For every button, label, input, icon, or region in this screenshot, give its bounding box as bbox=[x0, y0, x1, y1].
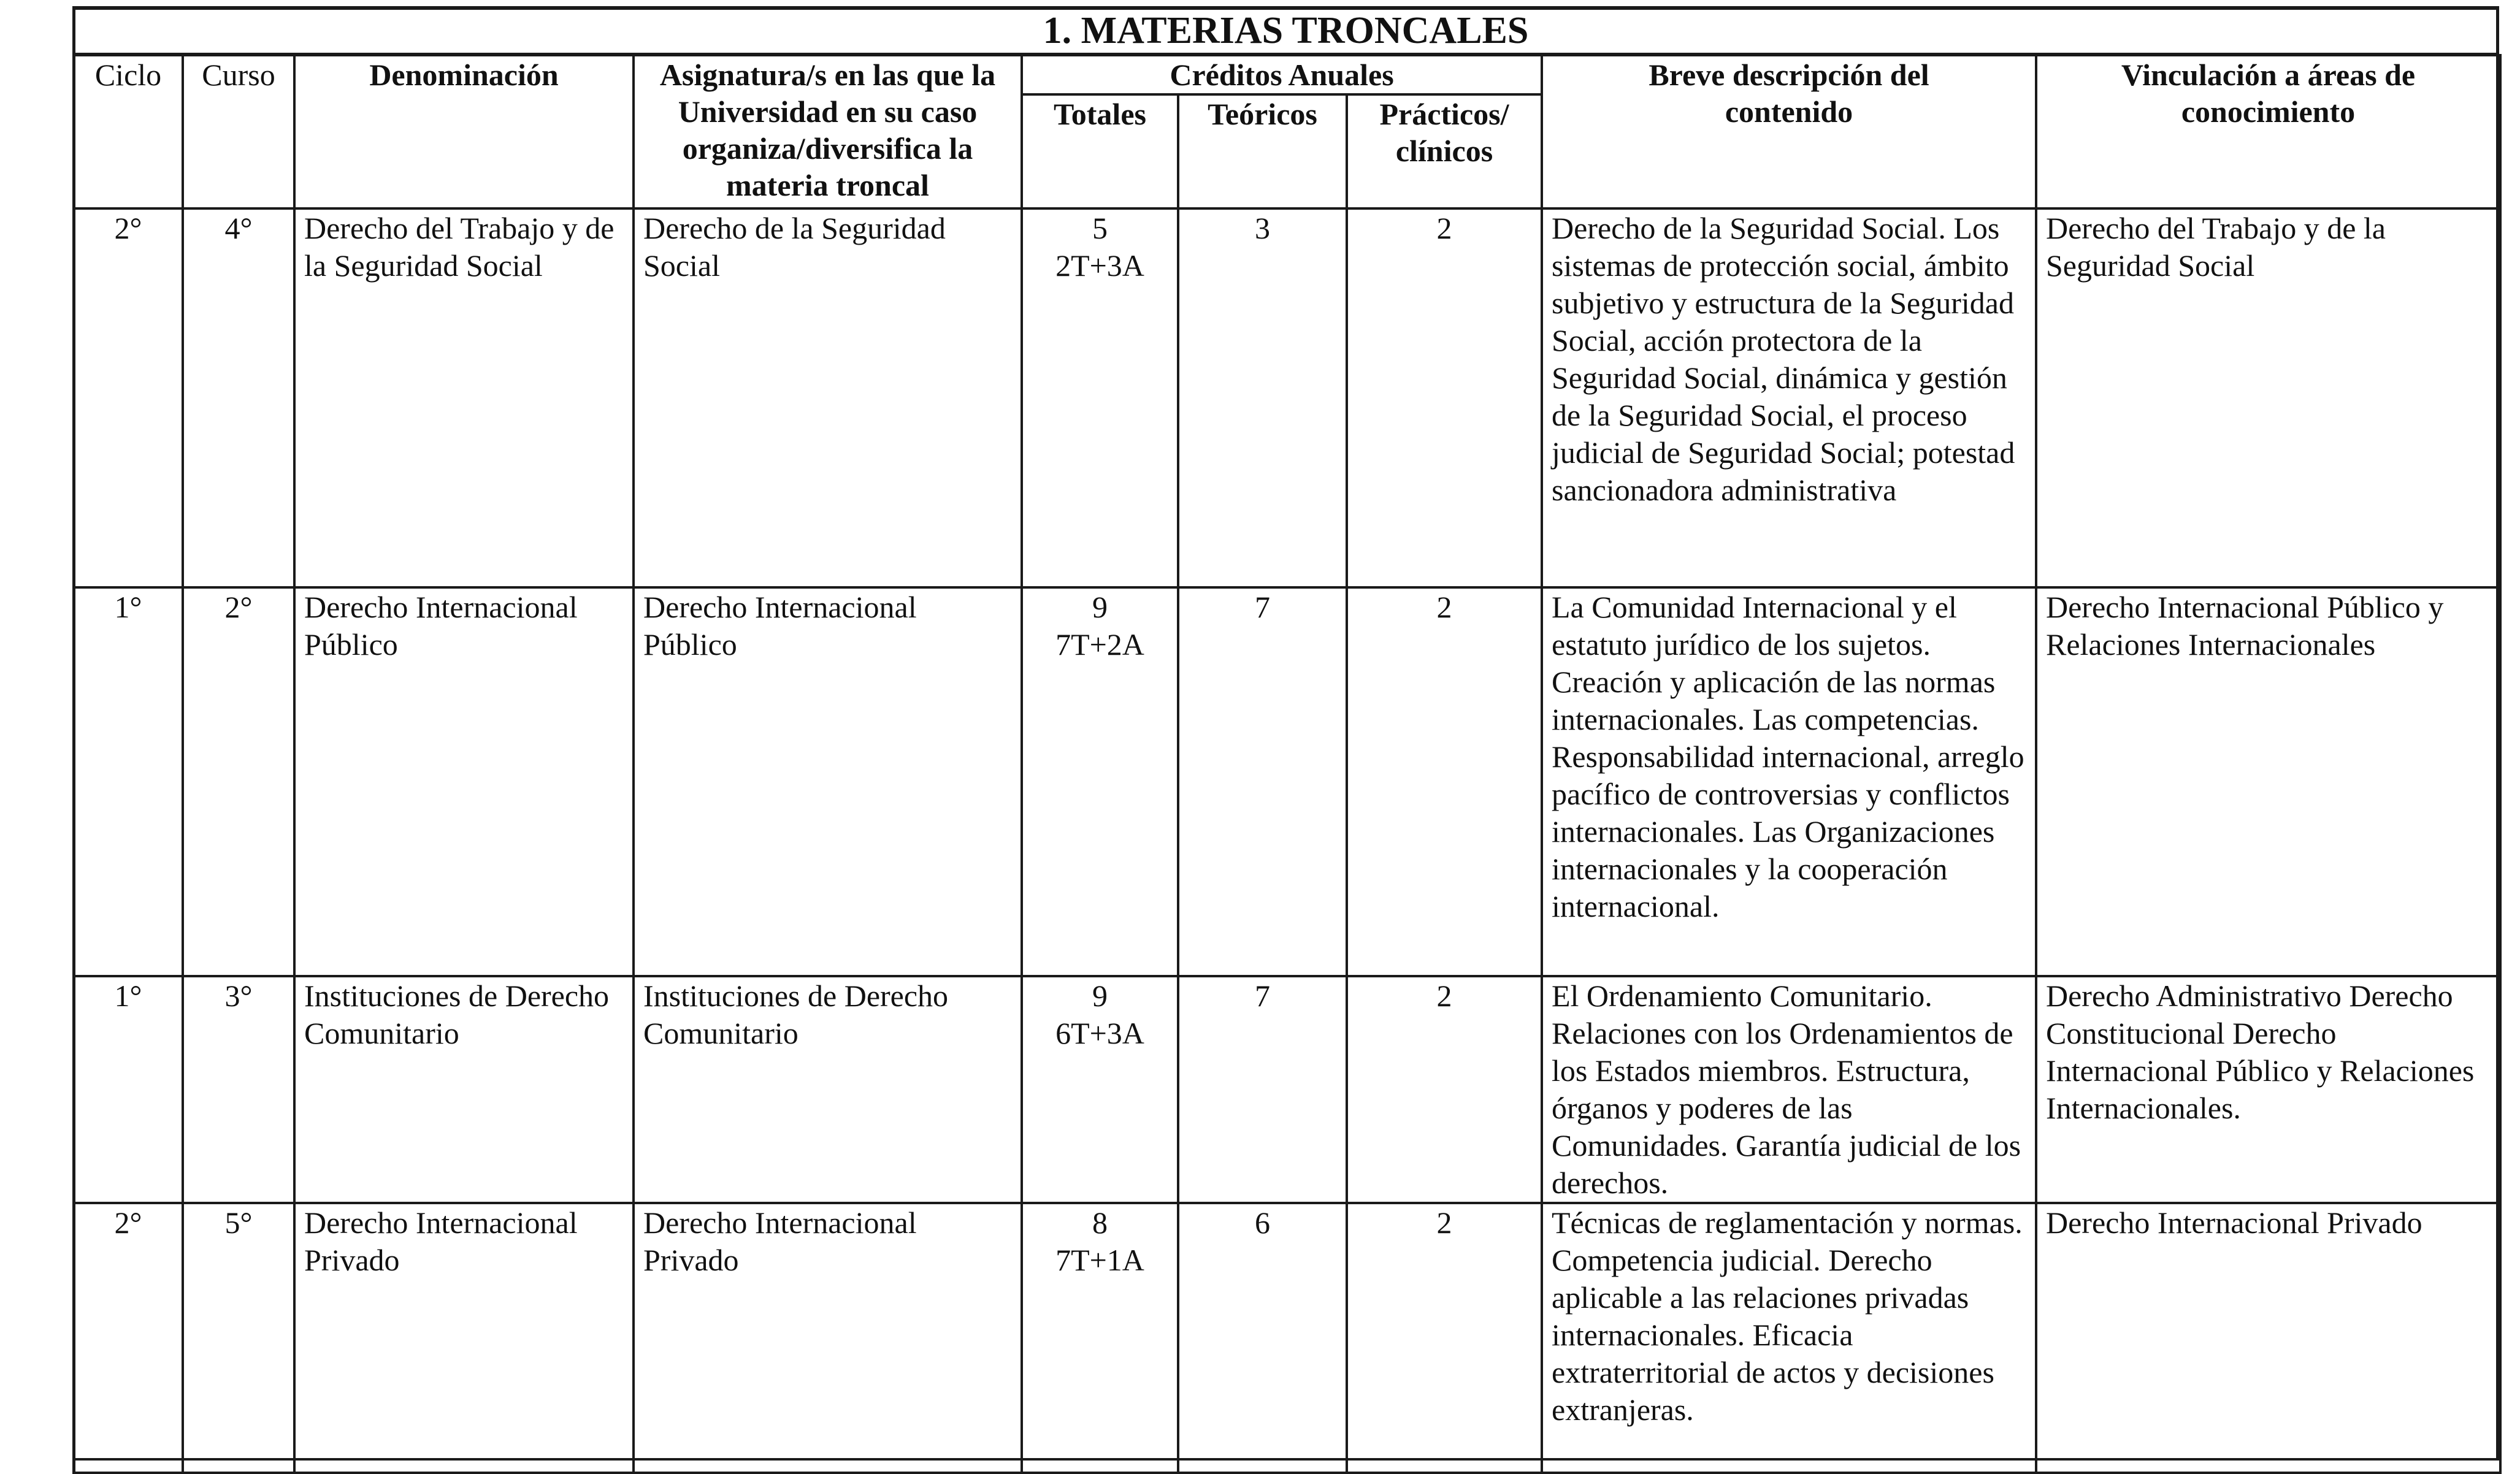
header-practicos: Prácticos/ clínicos bbox=[1347, 94, 1542, 208]
cell-totales bbox=[1022, 976, 1178, 1203]
cell-asignatura: Derecho de la Seguridad Social bbox=[634, 208, 1022, 587]
totales-value: 9 bbox=[1092, 979, 1108, 1013]
header-ciclo: Ciclo bbox=[74, 55, 183, 208]
cell-curso: 3° bbox=[183, 976, 294, 1203]
cell-denominacion: Instituciones de Derecho Comunitario bbox=[294, 976, 634, 1203]
cell-teoricos: 6 bbox=[1178, 1203, 1347, 1473]
cell-curso: 5° bbox=[183, 1203, 294, 1473]
header-curso: Curso bbox=[183, 55, 294, 208]
cell-asignatura: Instituciones de Derecho Comunitario bbox=[634, 976, 1022, 1203]
cell-totales bbox=[1022, 1203, 1178, 1473]
cell-totales bbox=[1022, 587, 1178, 976]
cell-teoricos: 7 bbox=[1178, 587, 1347, 976]
cell-denominacion: Derecho Internacional Privado bbox=[294, 1203, 634, 1473]
cell-practicos: 2 bbox=[1347, 1203, 1542, 1473]
cell-descripcion: Técnicas de reglamentación y normas. Competencia judicial. Derecho aplicable a las relaciones privadas internacionales. Eficacia extraterritorial de actos y decisiones extranjeras. bbox=[1542, 1203, 2036, 1473]
cell-teoricos: 3 bbox=[1178, 208, 1347, 587]
header-row-1 bbox=[74, 55, 2500, 94]
cell-curso: 4° bbox=[183, 208, 294, 587]
cell-vinculacion: Derecho Internacional Privado bbox=[2036, 1203, 2500, 1473]
totales-value: 8 bbox=[1092, 1205, 1108, 1240]
cell-ciclo: 2° bbox=[74, 1203, 183, 1473]
cell-curso: 2° bbox=[183, 587, 294, 976]
cell-descripcion: Derecho de la Seguridad Social. Los sistemas de protección social, ámbito subjetivo y estructura de la Seguridad Social, acción protectora de la Seguridad Social, dinámica y gestión de la Seguridad Social, el proceso judicial de Seguridad Social; potestad sancionadora administrativa bbox=[1542, 208, 2036, 587]
cell-practicos: 2 bbox=[1347, 587, 1542, 976]
header-vinculacion: Vinculación a áreas de conocimiento bbox=[2036, 55, 2500, 208]
table-row bbox=[74, 208, 2500, 587]
cell-totales bbox=[1022, 208, 1178, 587]
table-title: 1. MATERIAS TRONCALES bbox=[72, 6, 2499, 55]
cell-asignatura: Derecho Internacional Privado bbox=[634, 1203, 1022, 1473]
cell-asignatura: Derecho Internacional Público bbox=[634, 587, 1022, 976]
table-row bbox=[74, 976, 2500, 1203]
cell-practicos: 2 bbox=[1347, 976, 1542, 1203]
cell-denominacion: Derecho Internacional Público bbox=[294, 587, 634, 976]
totales-detail: 7T+2A bbox=[1055, 627, 1144, 662]
totales-value: 9 bbox=[1092, 590, 1108, 624]
header-asignatura: Asignatura/s en las que la Universidad en su caso organiza/diversifica la materia troncal bbox=[634, 55, 1022, 208]
header-descripcion: Breve descripción del contenido bbox=[1542, 55, 2036, 208]
cell-descripcion: El Ordenamiento Comunitario. Relaciones con los Ordenamientos de los Estados miembros. Estructura, órganos y poderes de las Comunidades. Garantía judicial de los derechos. bbox=[1542, 976, 2036, 1203]
totales-value: 5 bbox=[1092, 211, 1108, 245]
header-denominacion: Denominación bbox=[294, 55, 634, 208]
cell-vinculacion: Derecho Internacional Público y Relaciones Internacionales bbox=[2036, 587, 2500, 976]
cell-teoricos: 7 bbox=[1178, 976, 1347, 1203]
header-totales: Totales bbox=[1022, 94, 1178, 208]
bottom-border-line bbox=[72, 1458, 2499, 1461]
cell-practicos: 2 bbox=[1347, 208, 1542, 587]
header-creditos-anuales: Créditos Anuales bbox=[1022, 55, 1542, 94]
cell-ciclo: 1° bbox=[74, 587, 183, 976]
cell-vinculacion: Derecho del Trabajo y de la Seguridad Social bbox=[2036, 208, 2500, 587]
totales-detail: 7T+1A bbox=[1055, 1243, 1144, 1277]
header-teoricos: Teóricos bbox=[1178, 94, 1347, 208]
table-row bbox=[74, 587, 2500, 976]
table-row bbox=[74, 1203, 2500, 1473]
cell-descripcion: La Comunidad Internacional y el estatuto jurídico de los sujetos. Creación y aplicación de las normas internacionales. Las competencias. Responsabilidad internacional, arreglo pacífico de controversias y conflictos internacionales. Las Organizaciones internacionales y la cooperación internacional. bbox=[1542, 587, 2036, 976]
totales-detail: 2T+3A bbox=[1055, 248, 1144, 283]
cell-ciclo: 2° bbox=[74, 208, 183, 587]
cell-ciclo: 1° bbox=[74, 976, 183, 1203]
totales-detail: 6T+3A bbox=[1055, 1016, 1144, 1050]
cell-vinculacion: Derecho Administrativo Derecho Constitucional Derecho Internacional Público y Relaciones Internacionales. bbox=[2036, 976, 2500, 1203]
materias-troncales-table bbox=[72, 54, 2502, 1474]
cell-denominacion: Derecho del Trabajo y de la Seguridad Social bbox=[294, 208, 634, 587]
